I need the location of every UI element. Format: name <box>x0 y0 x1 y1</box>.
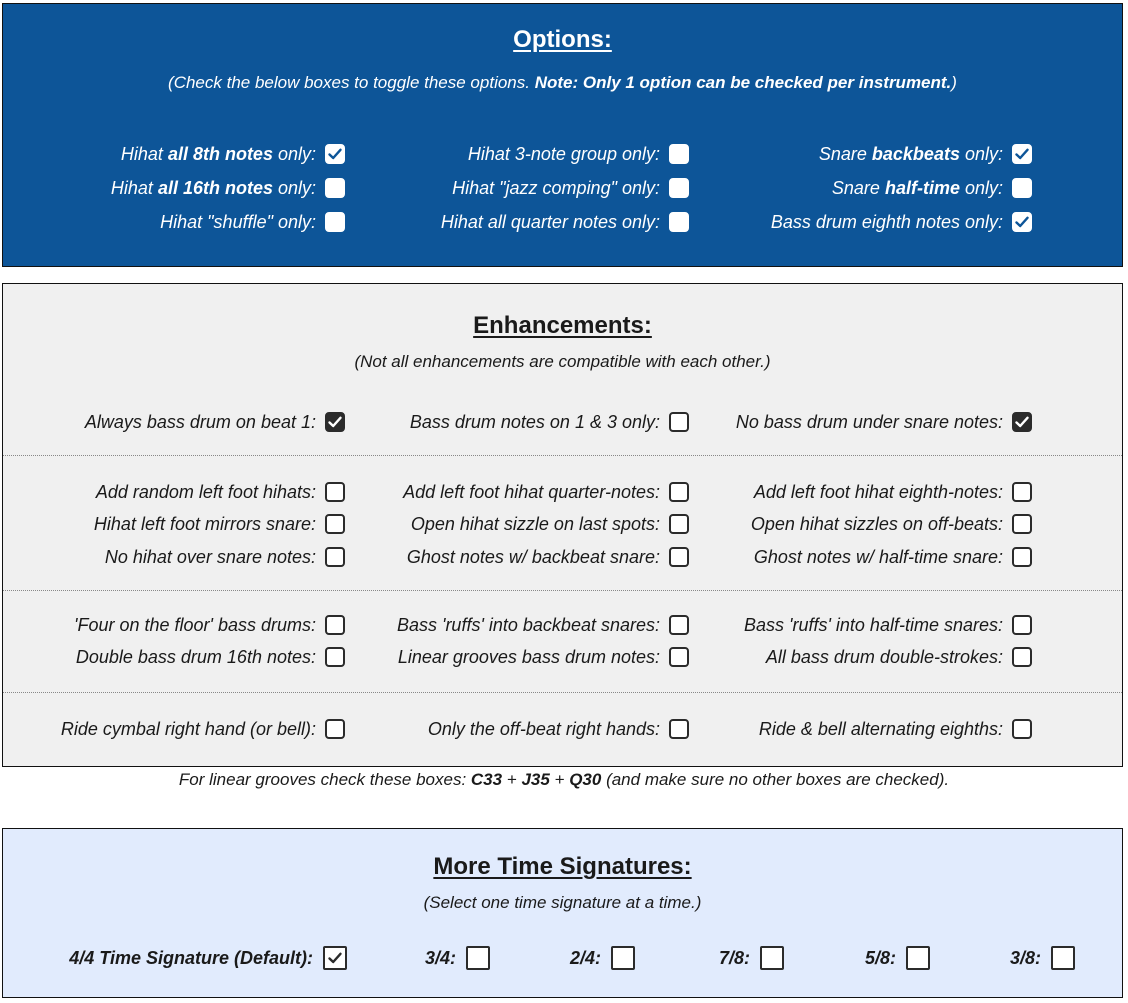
enhancement-label: Ghost notes w/ half-time snare: <box>753 546 1003 567</box>
options-subtitle-note: Note: Only 1 option can be checked per instrument. <box>534 73 952 92</box>
option-item <box>1 205 345 239</box>
options-row <box>3 137 1122 171</box>
option-item <box>345 137 689 171</box>
checkbox-checked[interactable] <box>1012 144 1032 164</box>
options-subtitle-end: ) <box>951 73 957 92</box>
enhancement-item <box>1 475 345 509</box>
enhancement-label: All bass drum double-strokes: <box>765 646 1003 667</box>
enhancements-panel <box>2 283 1123 767</box>
note-text-end: (and make sure no other boxes are checked). <box>601 770 950 789</box>
options-subtitle <box>3 73 1122 93</box>
option-label <box>771 212 1003 233</box>
options-subtitle-text: (Check the below boxes to toggle these options. <box>168 73 535 92</box>
option-label-pre: Hihat <box>120 143 168 164</box>
checkbox[interactable] <box>1012 647 1032 667</box>
option-label <box>452 178 660 199</box>
enhancement-item <box>345 475 689 509</box>
time-signature-option <box>69 941 347 975</box>
cell-ref-c33: C33 <box>470 770 503 789</box>
checkbox[interactable] <box>669 144 689 164</box>
checkmark-icon <box>1014 146 1030 162</box>
option-label-post: only: <box>959 177 1003 198</box>
option-label-pre: Snare <box>831 177 885 198</box>
option-item <box>688 205 1032 239</box>
enhancement-label: Always bass drum on beat 1: <box>84 411 316 432</box>
checkbox[interactable] <box>669 514 689 534</box>
option-label <box>832 178 1003 199</box>
option-label-pre: Hihat all quarter notes only: <box>440 211 660 232</box>
checkbox-checked[interactable] <box>323 946 347 970</box>
enhancement-item <box>1 540 345 574</box>
option-item <box>345 205 689 239</box>
enhancement-item <box>688 475 1032 509</box>
enhancement-label: Bass 'ruffs' into half-time snares: <box>744 614 1003 635</box>
plus-sign: + <box>502 770 522 789</box>
time-signature-option <box>1010 941 1075 975</box>
enhancement-row <box>3 640 1122 674</box>
enhancement-item <box>688 405 1032 439</box>
time-signatures-row <box>3 941 1122 975</box>
enhancement-item <box>1 405 345 439</box>
option-label-pre: Hihat 3-note group only: <box>467 143 660 164</box>
checkbox[interactable] <box>669 482 689 502</box>
time-signature-option <box>719 941 784 975</box>
checkbox[interactable] <box>1012 719 1032 739</box>
option-label <box>121 144 316 165</box>
enhancement-row <box>3 712 1122 746</box>
option-label <box>160 212 316 233</box>
checkbox[interactable] <box>669 647 689 667</box>
checkmark-icon <box>327 146 343 162</box>
checkbox[interactable] <box>325 212 345 232</box>
enhancement-item <box>688 507 1032 541</box>
time-signatures-subtitle: (Select one time signature at a time.) <box>423 893 702 912</box>
checkbox[interactable] <box>1012 615 1032 635</box>
checkbox-checked[interactable] <box>1012 412 1032 432</box>
enhancement-row <box>3 475 1122 509</box>
option-item <box>1 137 345 171</box>
checkmark-icon <box>327 950 343 966</box>
checkmark-icon <box>1014 214 1030 230</box>
enhancement-item <box>688 608 1032 642</box>
checkbox[interactable] <box>325 514 345 534</box>
enhancement-item <box>1 507 345 541</box>
enhancement-item <box>345 608 689 642</box>
checkbox[interactable] <box>1012 514 1032 534</box>
option-label-bold: half-time <box>884 177 960 198</box>
plus-sign: + <box>549 770 570 789</box>
enhancement-label: Bass 'ruffs' into backbeat snares: <box>396 614 660 635</box>
enhancement-item <box>345 540 689 574</box>
option-label-pre: Hihat "jazz comping" only: <box>452 177 660 198</box>
options-row <box>3 171 1122 205</box>
enhancement-item <box>688 540 1032 574</box>
option-label <box>111 178 316 199</box>
enhancement-item <box>1 712 345 746</box>
enhancement-label: Linear grooves bass drum notes: <box>397 646 660 667</box>
checkbox[interactable] <box>1012 178 1032 198</box>
option-label-bold: backbeats <box>871 143 960 164</box>
enhancement-row <box>3 507 1122 541</box>
option-item <box>688 171 1032 205</box>
option-label <box>819 144 1003 165</box>
option-item <box>1 171 345 205</box>
option-label-post: only: <box>272 143 316 164</box>
checkbox[interactable] <box>325 547 345 567</box>
enhancement-label: Ghost notes w/ backbeat snare: <box>406 546 660 567</box>
group-divider <box>3 455 1122 456</box>
time-signatures-panel <box>2 828 1123 998</box>
checkmark-icon <box>1014 414 1030 430</box>
checkbox[interactable] <box>669 547 689 567</box>
time-signature-label: 4/4 Time Signature (Default): <box>69 947 313 968</box>
enhancement-label: Add left foot hihat eighth-notes: <box>753 481 1003 502</box>
enhancement-row <box>3 540 1122 574</box>
note-text: For linear grooves check these boxes: <box>178 770 471 789</box>
time-signature-option <box>425 941 490 975</box>
checkbox[interactable] <box>466 946 490 970</box>
checkbox[interactable] <box>1012 547 1032 567</box>
enhancement-label: Hihat left foot mirrors snare: <box>93 513 316 534</box>
checkbox[interactable] <box>325 178 345 198</box>
option-label-post: only: <box>959 143 1003 164</box>
checkbox[interactable] <box>760 946 784 970</box>
checkbox[interactable] <box>669 615 689 635</box>
options-title: Options: <box>513 26 612 53</box>
checkbox[interactable] <box>669 178 689 198</box>
option-label-post: only: <box>272 177 316 198</box>
enhancement-label: Open hihat sizzles on off-beats: <box>750 513 1003 534</box>
group-divider <box>3 692 1122 693</box>
checkbox[interactable] <box>325 482 345 502</box>
time-signature-option <box>570 941 635 975</box>
checkbox[interactable] <box>1012 482 1032 502</box>
checkbox[interactable] <box>669 212 689 232</box>
enhancement-label: Only the off-beat right hands: <box>427 718 660 739</box>
option-label-pre: Snare <box>818 143 872 164</box>
enhancement-label: 'Four on the floor' bass drums: <box>74 614 316 635</box>
checkbox[interactable] <box>325 647 345 667</box>
option-label-bold: all 16th notes <box>157 177 273 198</box>
enhancement-label: No hihat over snare notes: <box>104 546 316 567</box>
enhancement-item <box>345 640 689 674</box>
options-row <box>3 205 1122 239</box>
enhancements-title: Enhancements: <box>473 312 652 339</box>
group-divider <box>3 590 1122 591</box>
option-label-pre: Bass drum eighth notes only: <box>770 211 1003 232</box>
enhancement-label: Bass drum notes on 1 & 3 only: <box>409 411 660 432</box>
enhancement-row <box>3 608 1122 642</box>
enhancement-item <box>1 640 345 674</box>
cell-ref-j35: J35 <box>521 770 550 789</box>
checkbox-checked[interactable] <box>1012 212 1032 232</box>
enhancement-label: Ride cymbal right hand (or bell): <box>60 718 316 739</box>
enhancement-label: Open hihat sizzle on last spots: <box>410 513 660 534</box>
enhancement-label: Ride & bell alternating eighths: <box>758 718 1003 739</box>
option-label-bold: all 8th notes <box>167 143 273 164</box>
checkbox[interactable] <box>669 719 689 739</box>
checkbox[interactable] <box>611 946 635 970</box>
checkmark-icon <box>327 414 343 430</box>
time-signature-label: 2/4: <box>569 947 601 968</box>
enhancement-label: Double bass drum 16th notes: <box>75 646 316 667</box>
option-item <box>345 171 689 205</box>
checkbox[interactable] <box>1051 946 1075 970</box>
option-label <box>441 212 660 233</box>
enhancement-item <box>345 507 689 541</box>
enhancement-item <box>688 712 1032 746</box>
enhancement-item <box>688 640 1032 674</box>
time-signatures-title: More Time Signatures: <box>433 853 692 880</box>
option-label-pre: Hihat "shuffle" only: <box>160 211 316 232</box>
enhancement-label: No bass drum under snare notes: <box>735 411 1003 432</box>
checkbox[interactable] <box>669 412 689 432</box>
time-signature-label: 3/8: <box>1009 947 1041 968</box>
enhancement-label: Add left foot hihat quarter-notes: <box>403 481 660 502</box>
checkbox-checked[interactable] <box>325 412 345 432</box>
time-signature-label: 3/4: <box>424 947 456 968</box>
time-signature-label: 7/8: <box>718 947 750 968</box>
enhancement-row <box>3 405 1122 439</box>
enhancement-label: Add random left foot hihats: <box>95 481 316 502</box>
checkbox[interactable] <box>325 719 345 739</box>
option-label <box>468 144 660 165</box>
enhancement-item <box>1 608 345 642</box>
enhancement-item <box>345 712 689 746</box>
checkbox[interactable] <box>325 615 345 635</box>
enhancement-item <box>345 405 689 439</box>
time-signature-option <box>865 941 930 975</box>
option-item <box>688 137 1032 171</box>
linear-grooves-note <box>0 770 1128 790</box>
options-panel <box>2 3 1123 267</box>
enhancements-subtitle: (Not all enhancements are compatible with each other.) <box>354 352 771 371</box>
checkbox-checked[interactable] <box>325 144 345 164</box>
option-label-pre: Hihat <box>110 177 158 198</box>
cell-ref-q30: Q30 <box>569 770 602 789</box>
time-signature-label: 5/8: <box>864 947 896 968</box>
checkbox[interactable] <box>906 946 930 970</box>
